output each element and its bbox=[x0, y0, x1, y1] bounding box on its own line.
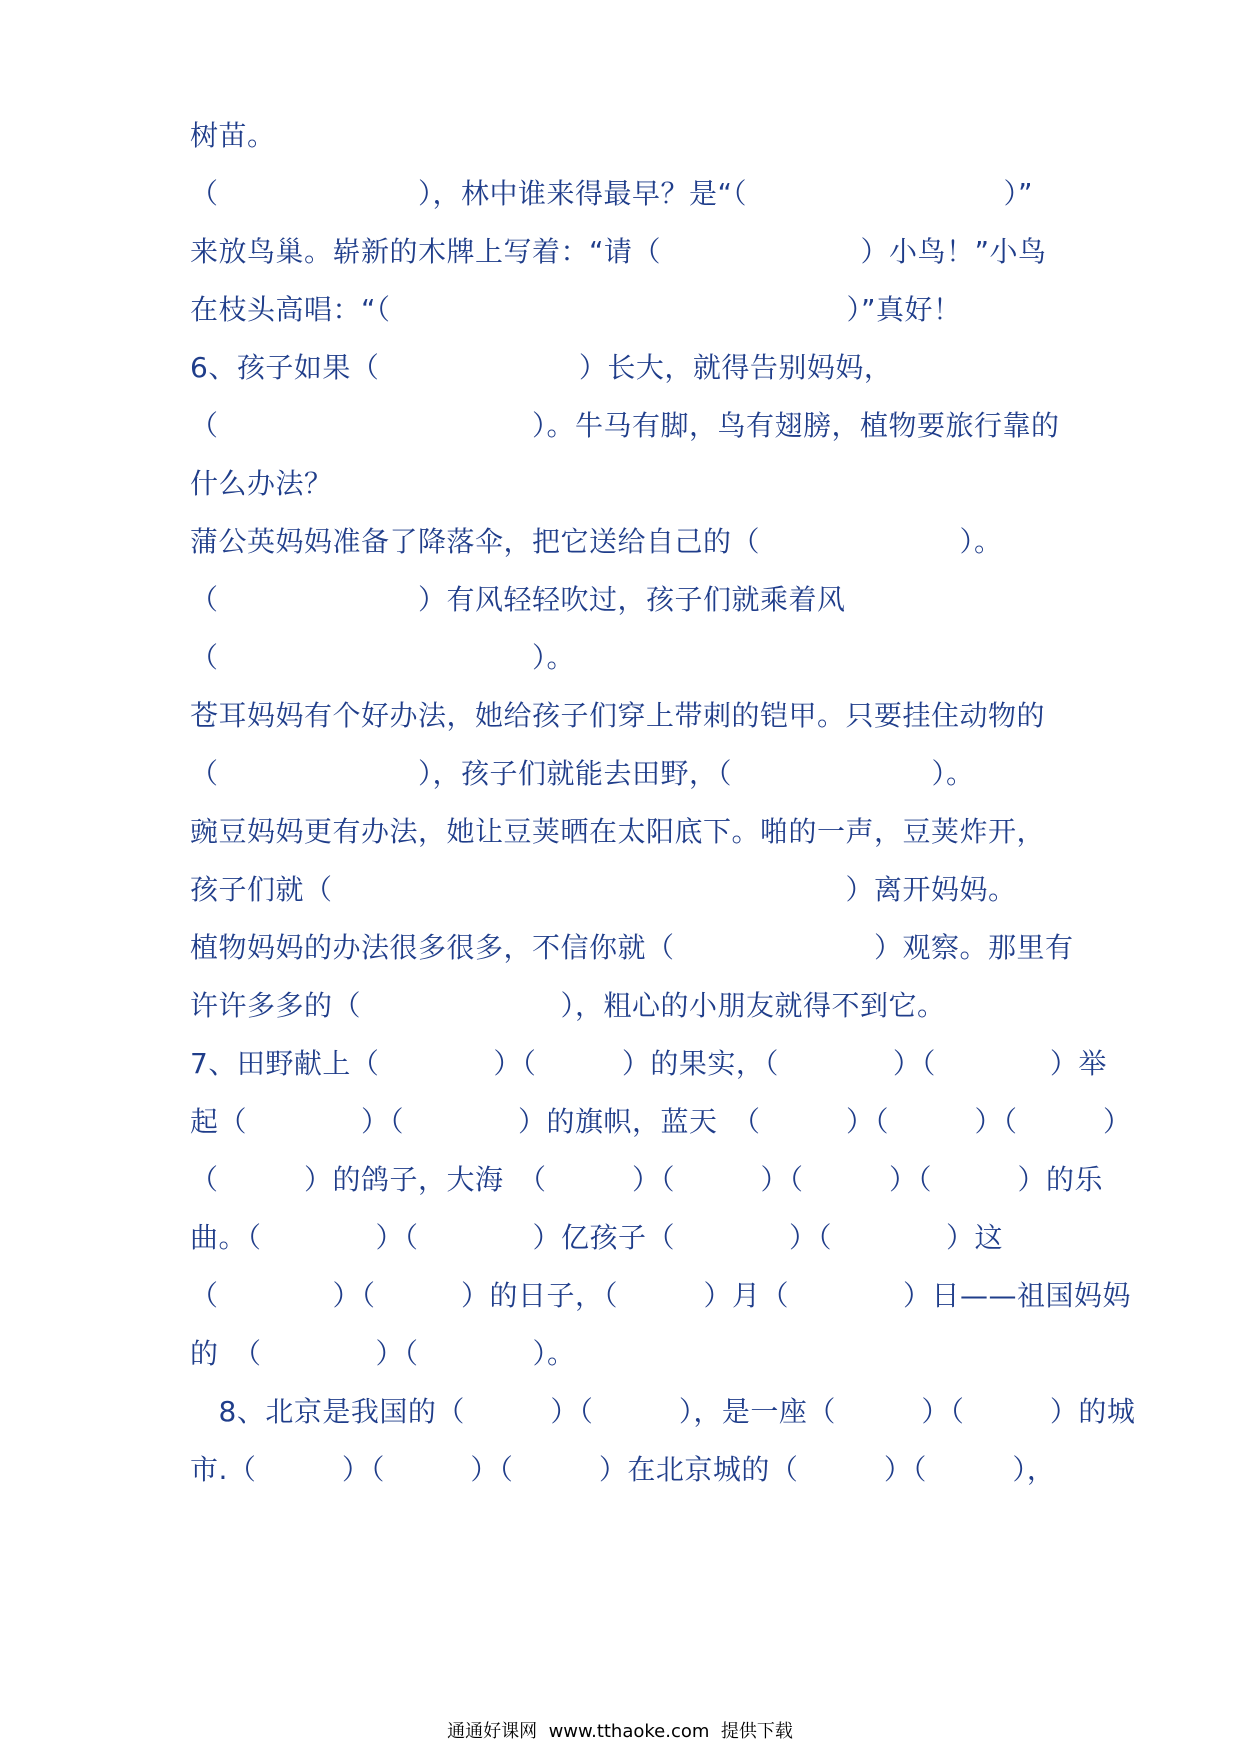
text-line: （ ），林中谁来得最早？是“（ ）” bbox=[190, 177, 1034, 210]
question-7-line: 7、田野献上（ ）（ ）的果实，（ ）（ ）举 bbox=[190, 1047, 1107, 1080]
page-footer: 通通好课网 www.tthaoke.com 提供下载 bbox=[447, 1721, 793, 1742]
text-line: 树苗。 bbox=[190, 119, 276, 152]
text-line: 什么办法？ bbox=[190, 467, 333, 500]
text-line: 市.（ ）（ ）（ ）在北京城的（ ）（ ）， bbox=[190, 1453, 1056, 1486]
text-line: 起（ ）（ ）的旗帜，蓝天 （ ）（ ）（ ） bbox=[190, 1105, 1132, 1138]
text-line: （ ）。牛马有脚，鸟有翅膀，植物要旅行靠的 bbox=[190, 409, 1060, 442]
text-line: （ ）（ ）的日子，（ ）月（ ）日——祖国妈妈 bbox=[190, 1279, 1132, 1312]
text-line: 苍耳妈妈有个好办法，她给孩子们穿上带刺的铠甲。只要挂住动物的 bbox=[190, 699, 1046, 732]
text-line: 蒲公英妈妈准备了降落伞，把它送给自己的（ ）。 bbox=[190, 525, 1003, 558]
text-line: 许许多多的（ ），粗心的小朋友就得不到它。 bbox=[190, 989, 946, 1022]
text-line: 孩子们就（ ）离开妈妈。 bbox=[190, 873, 1017, 906]
text-line: 豌豆妈妈更有办法，她让豆荚晒在太阳底下。啪的一声，豆荚炸开， bbox=[190, 815, 1046, 848]
question-6-line: 6、孩子如果（ ）长大，就得告别妈妈， bbox=[190, 351, 893, 384]
text-line: 的 （ ）（ ）。 bbox=[190, 1337, 576, 1370]
text-line: 来放鸟巢。崭新的木牌上写着：“请（ ）小鸟！”小鸟 bbox=[190, 235, 1047, 268]
text-line: 曲。（ ）（ ）亿孩子（ ）（ ）这 bbox=[190, 1221, 1004, 1254]
text-line: （ ），孩子们就能去田野，（ ）。 bbox=[190, 757, 975, 790]
text-line: 植物妈妈的办法很多很多，不信你就（ ）观察。那里有 bbox=[190, 931, 1074, 964]
text-line: （ ）的鸽子，大海 （ ）（ ）（ ）（ ）的乐 bbox=[190, 1163, 1104, 1196]
text-line: （ ）。 bbox=[190, 641, 576, 674]
question-8-line: 8、北京是我国的（ ）（ ），是一座（ ）（ ）的城 bbox=[190, 1395, 1136, 1428]
text-line: （ ）有风轻轻吹过，孩子们就乘着风 bbox=[190, 583, 846, 616]
text-line: 在枝头高唱：“（ ）”真好！ bbox=[190, 293, 962, 326]
